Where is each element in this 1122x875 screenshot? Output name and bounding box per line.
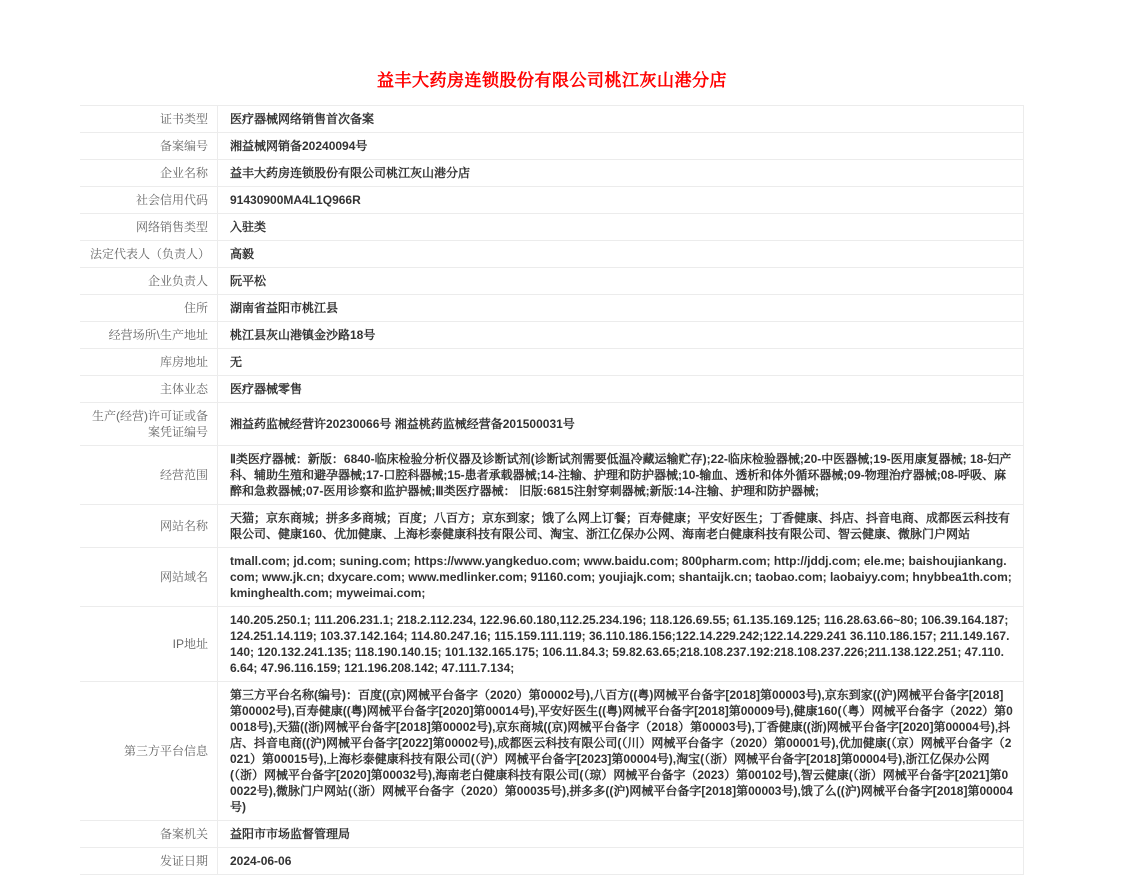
field-label: 网络销售类型 <box>80 214 218 241</box>
table-row <box>80 607 1024 682</box>
field-label: 企业名称 <box>80 160 218 187</box>
table-row <box>80 505 1024 548</box>
field-value: 2024-06-06 <box>218 848 1024 875</box>
table-row <box>80 295 1024 322</box>
field-label: 备案机关 <box>80 821 218 848</box>
field-value: tmall.com; jd.com; suning.com; https://www.yangkeduo.com; www.baidu.com; 800pharm.com; http://jddj.com; ele.me; baishoujiankang.com; www.jk.cn; dxycare.com; www.medlinker.com; 91160.com; youjiajk.com; shantaijk.cn; taobao.com; laobaiyy.com; hnybbea1th.com; kminghealth.com; myweimai.com; <box>218 548 1024 607</box>
field-value: 益丰大药房连锁股份有限公司桃江灰山港分店 <box>218 160 1024 187</box>
page-title: 益丰大药房连锁股份有限公司桃江灰山港分店 <box>377 71 727 90</box>
table-row <box>80 133 1024 160</box>
field-value: 湖南省益阳市桃江县 <box>218 295 1024 322</box>
table-row <box>80 376 1024 403</box>
table-row <box>80 160 1024 187</box>
table-row <box>80 548 1024 607</box>
certificate-table-body <box>80 106 1024 875</box>
table-row <box>80 106 1024 133</box>
field-value: 第三方平台名称(编号)：百度((京)网械平台备字（2020）第00002号),八百方((粤)网械平台备字[2018]第00003号),京东到家((沪)网械平台备字[2018]第00002号),百寿健康((粤)网械平台备字[2020]第00014号),平安好医生((粤)网械平台备字[2018]第00009号),健康160(（粤）网械平台备字（2022）第00018号),天猫((浙)网械平台备字[2018]第00002号),京东商城((京)网械平台备字（2018）第00003号),丁香健康((浙)网械平台备字[2020]第00004号),抖店、抖音电商((沪)网械平台备字[2022]第00002号),成都医云科技有限公司(（川）网械平台备字（2020）第00001号),优加健康(（京）网械平台备字（2021）第00015号),上海杉泰健康科技有限公司(（沪）网械平台备字[2023]第00004号),淘宝(（浙）网械平台备字[2018]第00004号),浙江亿保办公网(（浙）网械平台备字[2020]第00032号),海南老白健康科技有限公司(（琼）网械平台备字（2023）第00102号),智云健康(（浙）网械平台备字[2021]第00022号),微脉门户网站(（浙）网械平台备字（2020）第00035号),拼多多((沪)网械平台备字[2018]第00003号),饿了么((沪)网械平台备字[2018]第00004号) <box>218 682 1024 821</box>
field-value: 医疗器械网络销售首次备案 <box>218 106 1024 133</box>
field-label: 经营范围 <box>80 446 218 505</box>
table-row <box>80 268 1024 295</box>
field-label: 第三方平台信息 <box>80 682 218 821</box>
field-label: 法定代表人（负责人） <box>80 241 218 268</box>
certificate-content <box>80 60 1024 875</box>
table-row <box>80 403 1024 446</box>
field-value: 天猫；京东商城；拼多多商城；百度；八百方；京东到家；饿了么网上订餐；百寿健康；平安好医生；丁香健康、抖店、抖音电商、成都医云科技有限公司、健康160、优加健康、上海杉泰健康科技有限公司、淘宝、浙江亿保办公网、海南老白健康科技有限公司、智云健康、微脉门户网站 <box>218 505 1024 548</box>
field-label: 社会信用代码 <box>80 187 218 214</box>
field-value: 桃江县灰山港镇金沙路18号 <box>218 322 1024 349</box>
field-label: 证书类型 <box>80 106 218 133</box>
table-row <box>80 349 1024 376</box>
field-value: 医疗器械零售 <box>218 376 1024 403</box>
table-row <box>80 682 1024 821</box>
table-row <box>80 322 1024 349</box>
field-value: 湘益药监械经营许20230066号 湘益桃药监械经营备201500031号 <box>218 403 1024 446</box>
field-value: 高毅 <box>218 241 1024 268</box>
field-value: 湘益械网销备20240094号 <box>218 133 1024 160</box>
field-label: 生产(经营)许可证或备案凭证编号 <box>80 403 218 446</box>
field-label: 备案编号 <box>80 133 218 160</box>
field-value: 入驻类 <box>218 214 1024 241</box>
table-row <box>80 821 1024 848</box>
field-value: 无 <box>218 349 1024 376</box>
table-row <box>80 187 1024 214</box>
field-value: 140.205.250.1; 111.206.231.1; 218.2.112.234, 122.96.60.180,112.25.234.196; 118.126.69.55; 61.135.169.125; 116.28.63.66~80; 106.39.164.187; 124.251.14.119; 103.37.142.164; 114.80.247.16; 115.159.111.119; 36.110.186.156;122.14.229.242;122.14.229.241 36.110.186.157; 211.149.167.140; 120.132.241.135; 118.190.140.15; 101.132.165.175; 106.11.84.3; 59.82.63.65;218.108.237.192:218.108.237.226;211.138.122.251; 47.110.6.64; 47.96.116.159; 121.196.208.142; 47.111.7.134; <box>218 607 1024 682</box>
table-row <box>80 214 1024 241</box>
field-value: 益阳市市场监督管理局 <box>218 821 1024 848</box>
field-label: 网站名称 <box>80 505 218 548</box>
table-row <box>80 241 1024 268</box>
field-value: Ⅱ类医疗器械：新版：6840-临床检验分析仪器及诊断试剂(诊断试剂需要低温冷藏运输贮存);22-临床检验器械;20-中医器械;19-医用康复器械; 18-妇产科、辅助生殖和避孕器械;17-口腔科器械;15-患者承载器械;14-注输、护理和防护器械;10-输血、透析和体外循环器械;09-物理治疗器械;08-呼吸、麻醉和急救器械;07-医用诊察和监护器械;Ⅲ类医疗器械： 旧版:6815注射穿刺器械;新版:14-注输、护理和防护器械; <box>218 446 1024 505</box>
field-label: 发证日期 <box>80 848 218 875</box>
field-label: 企业负责人 <box>80 268 218 295</box>
table-row <box>80 848 1024 875</box>
field-label: 经营场所\生产地址 <box>80 322 218 349</box>
field-label: 主体业态 <box>80 376 218 403</box>
field-label: 住所 <box>80 295 218 322</box>
field-label: 库房地址 <box>80 349 218 376</box>
field-value: 阮平松 <box>218 268 1024 295</box>
certificate-table <box>80 105 1024 875</box>
field-label: 网站域名 <box>80 548 218 607</box>
field-value: 91430900MA4L1Q966R <box>218 187 1024 214</box>
field-label: IP地址 <box>80 607 218 682</box>
table-row <box>80 446 1024 505</box>
